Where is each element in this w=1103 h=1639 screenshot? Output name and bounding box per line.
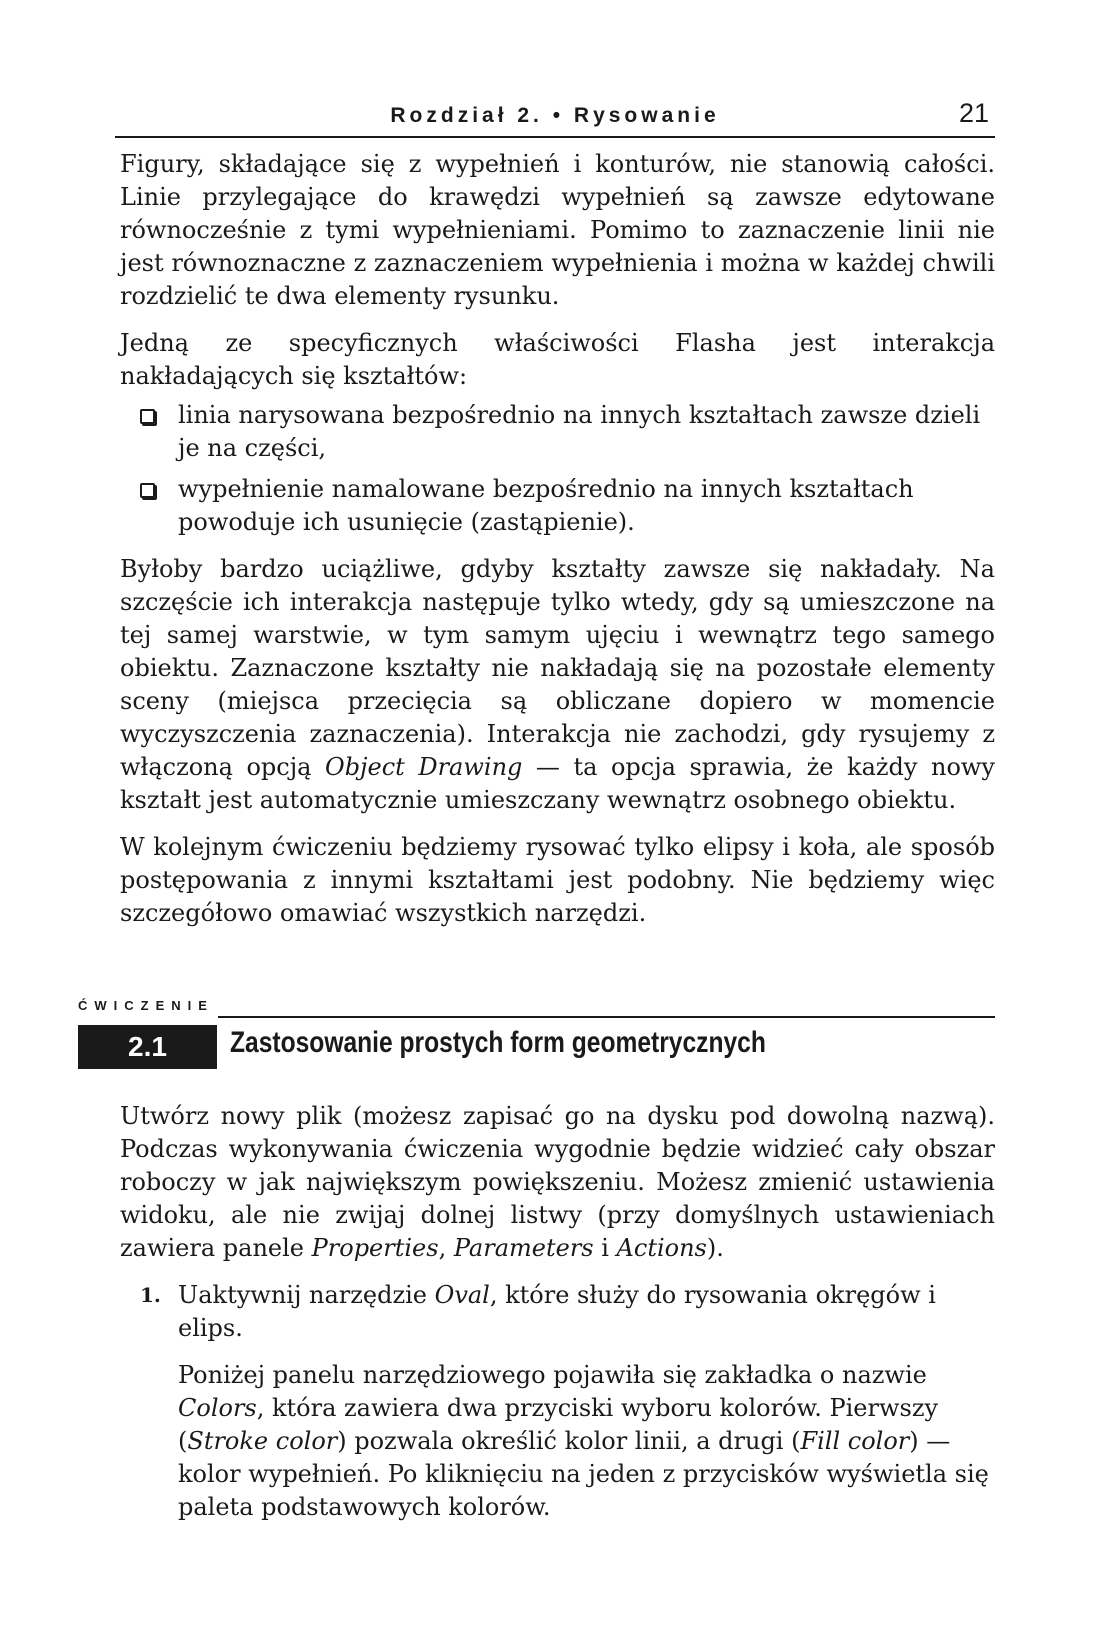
step-text xyxy=(178,1279,995,1345)
text-run: , która zawiera dwa przyciski wyboru kolorów. Pierwszy ( xyxy=(178,1394,939,1455)
paragraph-1: Figury, składające się z wypełnień i konturów, nie stanowią całości. Linie przylegające do krawędzi wypełnień są zawsze edytowane równocześnie z tymi wypełnieniami. Pomimo to zaznaczenie linii nie jest równoznaczne z zaznaczeniem wypełnienia i można w każdej chwili rozdzielić te dwa elementy rysunku. xyxy=(120,150,995,310)
main-text-bottom xyxy=(120,1100,995,1538)
text-run: ) — kolor wypełnień. Po kliknięciu na jeden z przycisków wyświetla się paleta podstawowych kolorów. xyxy=(178,1427,989,1521)
exercise-kicker: ĆWICZENIE xyxy=(78,998,214,1013)
italic-term: Colors xyxy=(178,1394,257,1422)
step-number: 1. xyxy=(140,1283,161,1307)
bullet-text: linia narysowana bezpośrednio na innych kształtach zawsze dzieli je na części, xyxy=(178,401,981,462)
italic-term: Stroke color xyxy=(187,1427,338,1455)
exercise-title: Zastosowanie prostych form geometrycznych xyxy=(230,1026,766,1059)
text-run: i xyxy=(593,1234,617,1262)
italic-term: Parameters xyxy=(453,1234,594,1262)
italic-term: Actions xyxy=(616,1234,707,1262)
text-run: ). xyxy=(706,1234,724,1262)
numbered-list xyxy=(120,1279,995,1524)
italic-term: Fill color xyxy=(800,1427,910,1455)
exercise-number: 2.1 xyxy=(78,1025,217,1069)
list-item xyxy=(120,399,995,465)
paragraph-3 xyxy=(120,553,995,817)
paragraph-2: Jedną ze specyficznych właściwości Flasha jest interakcja nakładających się kształtów: xyxy=(120,329,995,390)
text-run: , xyxy=(438,1234,454,1262)
step-subtext xyxy=(178,1359,995,1524)
checkbox-bullet-icon xyxy=(140,409,155,424)
page-number: 21 xyxy=(958,98,989,128)
text-run: , które służy do rysowania okręgów i elips. xyxy=(178,1281,936,1342)
list-item xyxy=(120,473,995,539)
paragraph-4: W kolejnym ćwiczeniu będziemy rysować tylko elipsy i koła, ale sposób postępowania z innymi kształtami jest podobny. Nie będziemy więc szczegółowo omawiać wszystkich narzędzi. xyxy=(120,833,995,927)
text-run: — ta opcja sprawia, że każdy nowy kształt jest automatycznie umieszczany wewnątrz osobnego obiektu. xyxy=(120,753,995,814)
paragraph-5 xyxy=(120,1100,995,1265)
checkbox-bullet-icon xyxy=(140,483,155,498)
text-run: ) pozwala określić kolor linii, a drugi ( xyxy=(337,1427,801,1455)
bullet-list xyxy=(120,399,995,539)
chapter-title: Rozdział 2. • Rysowanie xyxy=(390,104,720,127)
text-run: Byłoby bardzo uciążliwe, gdyby kształty zawsze się nakładały. Na szczęście ich interakcja następuje tylko wtedy, gdy są umieszczone na tej samej warstwie, w tym samym ujęciu i wewnątrz tego samego obiektu. Zaznaczone kształty nie nakładają się na pozostałe elementy sceny (miejsca przecięcia są obliczane dopiero w momencie wyczyszczenia zaznaczenia). Interakcja nie zachodzi, gdy rysujemy z włączoną opcją xyxy=(120,555,995,781)
italic-term: Object Drawing xyxy=(325,753,523,781)
list-item xyxy=(120,1279,995,1524)
bullet-text: wypełnienie namalowane bezpośrednio na innych kształtach powoduje ich usunięcie (zastąpienie). xyxy=(178,475,914,536)
italic-term: Properties xyxy=(311,1234,439,1262)
text-run: Utwórz nowy plik (możesz zapisać go na dysku pod dowolną nazwą). Podczas wykonywania ćwiczenia wygodnie będzie widzieć cały obszar roboczy w jak największym powiększeniu. Możesz zmienić ustawienia widoku, ale nie zwijaj dolnej listwy (przy domyślnych ustawieniach zawiera panele xyxy=(120,1102,995,1262)
divider xyxy=(218,1016,995,1018)
running-header xyxy=(115,96,995,138)
main-text-top xyxy=(120,148,995,944)
exercise-heading xyxy=(78,998,995,1068)
text-run: Poniżej panelu narzędziowego pojawiła się zakładka o nazwie xyxy=(178,1361,927,1389)
italic-term: Oval xyxy=(434,1281,490,1309)
text-run: Uaktywnij narzędzie xyxy=(178,1281,435,1309)
